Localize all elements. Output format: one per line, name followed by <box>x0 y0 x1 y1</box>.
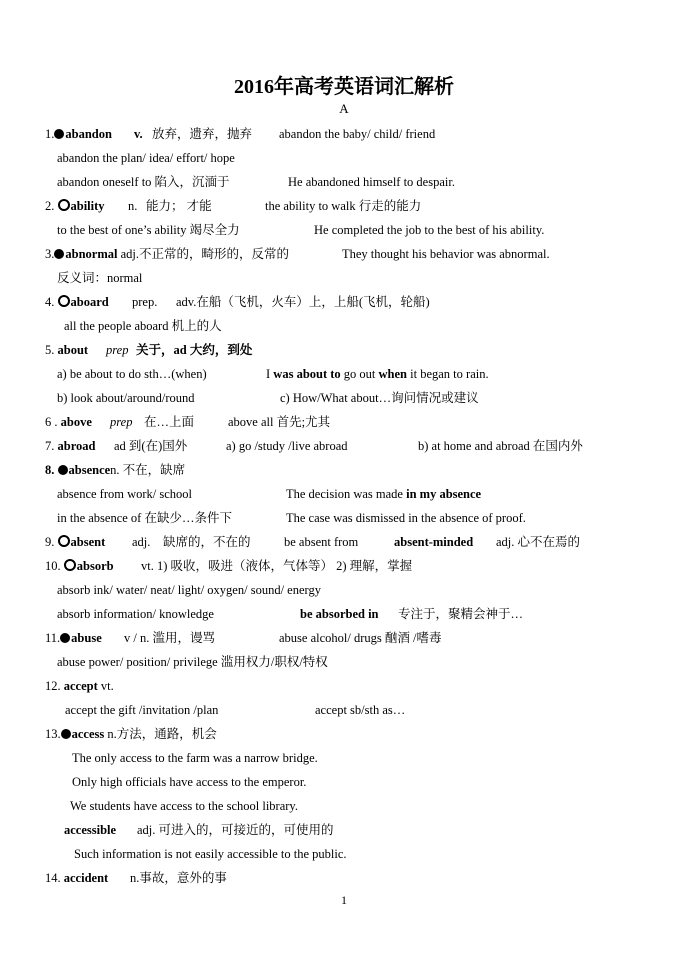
filled-bullet-icon <box>54 129 64 139</box>
example-sentence: He completed the job to the best of his ability. <box>314 223 545 237</box>
example-sentence: I was about to go out when it began to rain. <box>266 367 489 381</box>
page-title: 2016年高考英语词汇解析 <box>234 76 454 98</box>
antonym: 反义词：normal <box>57 271 143 285</box>
derived-word: accessible <box>64 823 117 837</box>
example-sentence: Such information is not easily accessible to the public. <box>74 847 347 861</box>
outline-bullet-icon <box>58 295 70 307</box>
example: to the best of one’s ability 竭尽全力 <box>57 223 240 237</box>
outline-bullet-icon <box>58 199 70 211</box>
example: abandon oneself to 陷入，沉湎于 <box>57 175 230 189</box>
filled-bullet-icon <box>58 465 68 475</box>
example: b) look about/around/round <box>57 391 195 405</box>
outline-bullet-icon <box>58 535 70 547</box>
example: abandon the plan/ idea/ effort/ hope <box>57 151 235 165</box>
example: all the people aboard 机上的人 <box>64 319 222 333</box>
example-sentence: The decision was made in my absence <box>286 487 482 501</box>
filled-bullet-icon <box>54 249 64 259</box>
example: accept sb/sth as… <box>315 703 406 717</box>
page-number: 1 <box>341 893 347 907</box>
example-sentence: The case was dismissed in the absence of proof. <box>286 511 526 525</box>
example-sentence: We students have access to the school library. <box>70 799 298 813</box>
example-sentence: The only access to the farm was a narrow bridge. <box>72 751 318 765</box>
example: absorb ink/ water/ neat/ light/ oxygen/ sound/ energy <box>57 583 321 597</box>
example: accept the gift /invitation /plan <box>65 703 219 717</box>
derived-meaning: adj. 可进入的，可接近的，可使用的 <box>137 823 334 837</box>
filled-bullet-icon <box>61 729 71 739</box>
example: absorb information/ knowledge <box>57 607 214 621</box>
example: a) be about to do sth…(when) <box>57 367 207 381</box>
section-heading: A <box>339 101 349 116</box>
example: in the absence of 在缺少…条件下 <box>57 511 232 525</box>
example: abuse power/ position/ privilege 滥用权力/职权/特权 <box>57 655 328 669</box>
phrase: be absorbed in <box>300 607 379 621</box>
example-sentence: Only high officials have access to the emperor. <box>72 775 307 789</box>
example: c) How/What about…询问情况或建议 <box>280 391 479 405</box>
example-sentence: He abandoned himself to despair. <box>288 175 455 189</box>
filled-bullet-icon <box>60 633 70 643</box>
example: absence from work/ school <box>57 487 193 501</box>
outline-bullet-icon <box>64 559 76 571</box>
phrase-meaning: 专注于，聚精会神于… <box>398 607 524 621</box>
